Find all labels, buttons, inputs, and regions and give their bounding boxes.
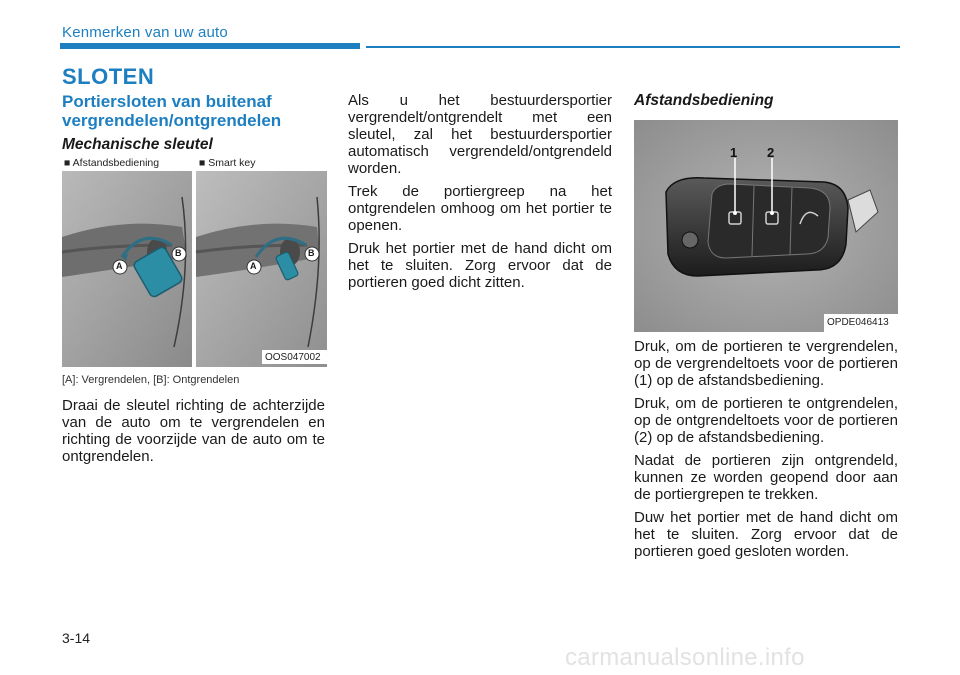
remote-figure	[634, 120, 898, 332]
left-heading	[62, 92, 332, 130]
header-rule-thin	[366, 46, 900, 48]
chapter-title: SLOTEN	[62, 64, 155, 89]
right-paragraph: Duw het portier met de hand dicht om het te sluiten. Zorg ervoor dat de portieren goed gesloten worden.	[634, 509, 898, 560]
left-heading-line2: vergrendelen/ontgrendelen	[62, 111, 282, 130]
left-subheading: Mechanische sleutel	[62, 136, 213, 153]
right-paragraph: Druk, om de portieren te ontgrendelen, op de ontgrendeltoets voor de portieren (2) op de afstandsbediening.	[634, 395, 898, 446]
right-body	[634, 338, 898, 566]
middle-paragraph: Druk het portier met de hand dicht om het te sluiten. Zorg ervoor dat de portieren goed dicht zitten.	[348, 240, 612, 291]
header-rule-thick	[60, 43, 360, 49]
middle-paragraph: Trek de portiergreep na het ontgrendelen omhoog om het portier te openen.	[348, 183, 612, 234]
middle-paragraph: Als u het bestuurdersportier vergrendelt/ontgrendelt met een sleutel, zal het bestuurdersportier automatisch vergrendeld/ontgrendeld worden.	[348, 92, 612, 177]
remote-key-illustration	[634, 120, 898, 332]
callout-1: 1	[730, 145, 738, 160]
page-number: 3-14	[62, 630, 91, 646]
callout-b-right: B	[308, 248, 315, 258]
left-paragraph: Draai de sleutel richting de achterzijde van de auto om te vergrendelen en richting de voorzijde van de auto om te ontgrendelen.	[62, 397, 325, 465]
figure-code-right: OPDE046413	[827, 317, 889, 328]
figure-caption: [A]: Vergrendelen, [B]: Ontgrendelen	[62, 374, 240, 386]
callout-2: 2	[767, 145, 775, 160]
panel-label-remote: ■ Afstandsbediening	[64, 157, 160, 169]
middle-body	[348, 92, 612, 297]
callout-a-right: A	[250, 261, 257, 271]
section-title: Kenmerken van uw auto	[62, 24, 228, 41]
panel-label-smart-key: ■ Smart key	[199, 157, 256, 169]
right-subheading: Afstandsbediening	[634, 92, 774, 109]
mechanical-key-figure	[62, 157, 327, 367]
watermark: carmanualsonline.info	[565, 644, 805, 671]
right-paragraph: Druk, om de portieren te vergrendelen, op de vergrendeltoets voor de portieren (1) op de afstandsbediening.	[634, 338, 898, 389]
right-paragraph: Nadat de portieren zijn ontgrendeld, kunnen ze worden geopend door aan de portiergrepen te trekken.	[634, 452, 898, 503]
callout-b-left: B	[175, 248, 182, 258]
figure-code-left: OOS047002	[265, 352, 321, 363]
left-heading-line1: Portiersloten van buitenaf	[62, 92, 272, 111]
callout-a-left: A	[116, 261, 123, 271]
mechanical-key-illustration	[62, 157, 327, 367]
